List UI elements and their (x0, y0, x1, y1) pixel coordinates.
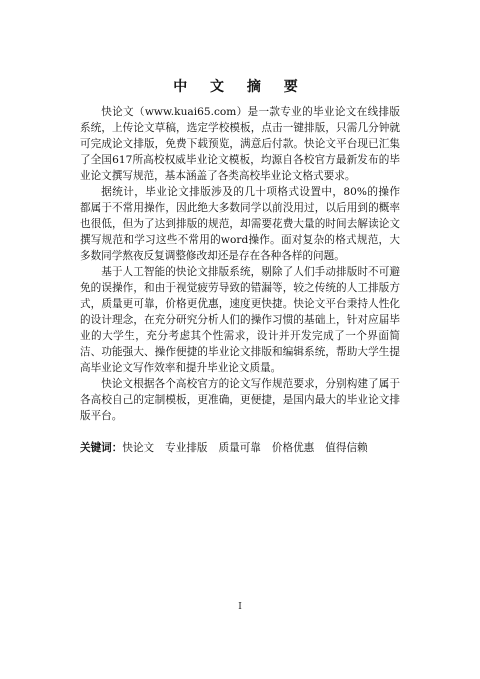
abstract-paragraph-3: 基于人工智能的快论文排版系统，剔除了人们手动排版时不可避免的误操作，和由于视觉疲劳导致的错漏等，较之传统的人工排版方式，质量更可靠，价格更优惠，速度更快捷。快论文平台秉持人性化的设计理念，在充分研究分析人们的操作习惯的基础上，针对应届毕业的大学生，充分考虑其个性需求，设计并开发完成了一个界面简洁、功能强大、操作便捷的毕业论文排版和编辑系统，帮助大学生提高毕业论文写作效率和提升毕业论文质量。 (80, 266, 400, 374)
keyword-item: 快论文 (122, 442, 155, 454)
abstract-paragraph-1: 快论文（www.kuai65.com）是一款专业的毕业论文在线排版系统，上传论文草稿，选定学校模板，点击一键排版，只需几分钟就可完成论文排版，免费下载预览，满意后付款。快论文平台现已汇集了全国617所高校权威毕业论文模板，均源自各校官方最新发布的毕业论文撰写规范，基本涵盖了各类高校毕业论文格式要求。 (80, 106, 400, 182)
keywords-line (80, 440, 400, 456)
page-number: I (238, 602, 242, 612)
keywords-label: 关键词： (80, 442, 123, 454)
abstract-paragraph-2: 据统计，毕业论文排版涉及的几十项格式设置中，80%的操作都属于不常用操作，因此绝大多数同学以前没用过，以后用到的概率也很低，但为了达到排版的规范，却需要花费大量的时间去解读论文撰写规范和学习这些不常用的word操作。面对复杂的格式规范，大多数同学熬夜反复调整修改却还是存在各种各样的问题。 (80, 186, 400, 262)
keyword-item: 价格优惠 (271, 442, 315, 454)
keyword-item: 质量可靠 (218, 442, 261, 454)
keyword-item: 值得信赖 (325, 442, 368, 454)
abstract-body (80, 104, 400, 456)
keyword-item: 专业排版 (165, 442, 208, 454)
abstract-paragraph-4: 快论文根据各个高校官方的论文写作规范要求，分别构建了属于各高校自己的定制模板，更准确，更便捷，是国内最大的毕业论文排版平台。 (80, 378, 400, 422)
page-title: 中 文 摘 要 (173, 79, 307, 95)
